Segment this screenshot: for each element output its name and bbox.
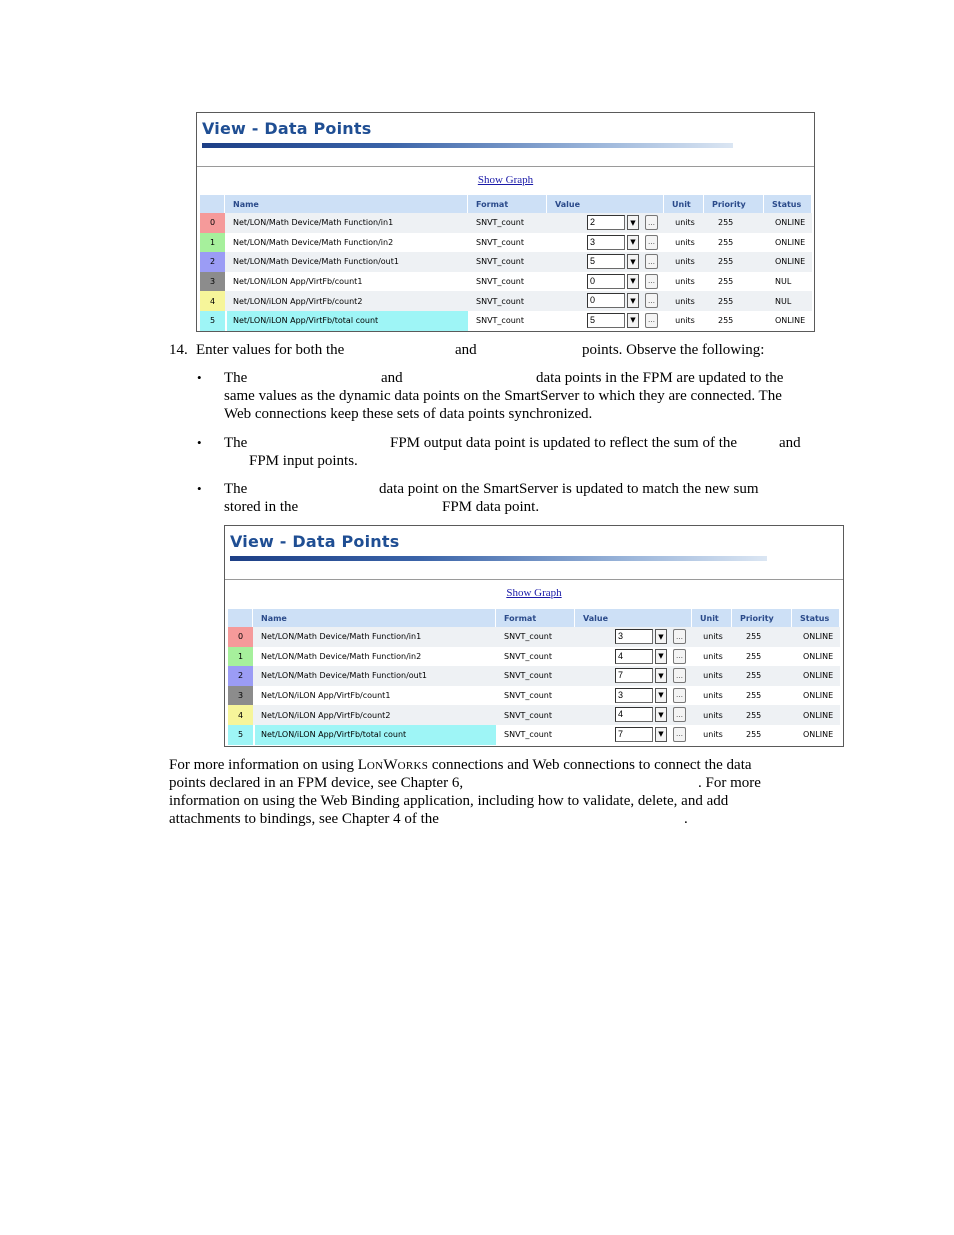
data-point-priority: 255 xyxy=(746,691,762,701)
data-point-name[interactable]: Net/LON/iLON App/VirtFb/count2 xyxy=(261,710,391,720)
chevron-down-icon: ▼ xyxy=(658,730,664,739)
value-input[interactable]: 3 xyxy=(615,629,653,644)
ellipsis-icon: … xyxy=(648,296,655,305)
data-point-unit: units xyxy=(703,651,723,661)
data-point-status: ONLINE xyxy=(803,632,834,642)
row-index-cell xyxy=(228,666,253,686)
format-column-header[interactable]: Format xyxy=(498,609,575,627)
data-point-priority: 255 xyxy=(746,671,762,681)
closing-text: For more information on using L xyxy=(169,757,367,773)
value-input[interactable]: 7 xyxy=(615,668,653,683)
bullet-2-text-c: and xyxy=(779,435,801,451)
data-point-status: ONLINE xyxy=(803,671,834,681)
value-more-button[interactable] xyxy=(645,274,658,289)
closing-text: points declared in an FPM device, see Chapter 6, xyxy=(169,775,464,791)
closing-line-3: information on using the Web Binding application, including how to validate, delete, and add xyxy=(169,793,729,809)
data-point-format: SNVT_count xyxy=(504,651,552,661)
value-column-header[interactable]: Value xyxy=(549,195,664,213)
value-dropdown-button[interactable] xyxy=(655,707,667,722)
value-input[interactable]: 4 xyxy=(615,649,653,664)
title-underline-bar xyxy=(230,556,767,561)
table-row xyxy=(200,311,812,331)
chevron-down-icon: ▼ xyxy=(630,257,636,266)
data-point-status: ONLINE xyxy=(803,710,834,720)
name-column-header[interactable]: Name xyxy=(227,195,468,213)
closing-text: ON xyxy=(366,760,384,772)
chevron-down-icon: ▼ xyxy=(630,277,636,286)
data-point-unit: units xyxy=(703,710,723,720)
chevron-down-icon: ▼ xyxy=(630,296,636,305)
panel-header xyxy=(197,113,814,167)
step-text-part1: Enter values for both the xyxy=(196,342,345,358)
value-cell xyxy=(549,233,664,253)
value-cell xyxy=(549,272,664,292)
row-index-cell xyxy=(228,627,253,647)
ellipsis-icon: … xyxy=(648,238,655,247)
value-cell xyxy=(577,725,692,745)
table-row xyxy=(200,291,812,311)
table-row xyxy=(228,686,840,706)
table-row xyxy=(228,705,840,725)
data-point-unit: units xyxy=(675,237,695,247)
value-cell xyxy=(577,627,692,647)
bullet-2-text-b: FPM output data point is updated to reflect the sum of the xyxy=(390,435,738,451)
status-column-header[interactable]: Status xyxy=(766,195,812,213)
data-point-unit: units xyxy=(703,671,723,681)
step-number: 14. xyxy=(169,342,188,358)
value-cell xyxy=(549,311,664,331)
value-dropdown-button[interactable] xyxy=(655,649,667,664)
table-header-row xyxy=(200,195,812,213)
data-point-status: NUL xyxy=(775,277,792,287)
row-index-cell xyxy=(228,705,253,725)
table-row xyxy=(228,627,840,647)
bullet-3-text-b: data point on the SmartServer is updated to match the new sum xyxy=(379,481,759,497)
unit-column-header[interactable]: Unit xyxy=(666,195,704,213)
data-point-priority: 255 xyxy=(718,218,734,228)
table-body xyxy=(200,213,812,331)
data-point-unit: units xyxy=(675,277,695,287)
panel-header xyxy=(225,526,843,580)
data-point-unit: units xyxy=(675,296,695,306)
row-index-cell xyxy=(200,291,225,311)
value-more-button[interactable] xyxy=(673,649,686,664)
data-point-name[interactable]: Net/LON/Math Device/Math Function/in2 xyxy=(261,651,422,661)
ellipsis-icon: … xyxy=(676,710,683,719)
row-index: 5 xyxy=(237,730,244,740)
row-index-cell xyxy=(200,311,225,331)
bullet-1-text-c: data points in the FPM are updated to the xyxy=(536,370,784,386)
chevron-down-icon: ▼ xyxy=(630,316,636,325)
data-point-status: ONLINE xyxy=(803,730,834,740)
data-point-unit: units xyxy=(675,257,695,267)
closing-text: attachments to bindings, see Chapter 4 of the xyxy=(169,811,439,827)
closing-line-4 xyxy=(169,810,688,828)
data-point-format: SNVT_count xyxy=(476,257,524,267)
data-point-priority: 255 xyxy=(718,237,734,247)
bullet-3-text-d: FPM data point. xyxy=(442,499,540,515)
bullet-icon: • xyxy=(197,370,202,385)
data-point-unit: units xyxy=(703,730,723,740)
bullet-3-line-1 xyxy=(224,480,759,498)
ellipsis-icon: … xyxy=(648,316,655,325)
data-point-name[interactable]: Net/LON/Math Device/Math Function/in1 xyxy=(261,632,422,642)
priority-column-header[interactable]: Priority xyxy=(734,609,792,627)
bullet-2-line-1 xyxy=(224,434,801,452)
data-point-status: ONLINE xyxy=(775,237,806,247)
value-cell xyxy=(549,291,664,311)
data-points-panel-after xyxy=(224,525,844,747)
data-point-format: SNVT_count xyxy=(476,237,524,247)
table-body xyxy=(228,627,840,745)
data-point-name[interactable]: Net/LON/iLON App/VirtFb/total count xyxy=(227,311,468,331)
step-text-part3: points. Observe the following: xyxy=(582,342,765,358)
row-index-cell xyxy=(200,213,225,233)
chevron-down-icon: ▼ xyxy=(658,632,664,641)
chevron-down-icon: ▼ xyxy=(630,218,636,227)
unit-column-header[interactable]: Unit xyxy=(694,609,732,627)
value-more-button[interactable] xyxy=(645,235,658,250)
table-row xyxy=(228,725,840,745)
row-index: 0 xyxy=(209,218,216,228)
row-index: 1 xyxy=(209,237,216,247)
table-row xyxy=(200,252,812,272)
data-point-name[interactable]: Net/LON/Math Device/Math Function/in2 xyxy=(233,237,394,247)
data-point-format: SNVT_count xyxy=(476,277,524,287)
ellipsis-icon: … xyxy=(648,277,655,286)
ellipsis-icon: … xyxy=(676,632,683,641)
closing-line-2 xyxy=(169,774,761,792)
table-row xyxy=(200,233,812,253)
value-more-button[interactable] xyxy=(645,254,658,269)
value-dropdown-button[interactable] xyxy=(655,668,667,683)
bullet-3-line-2 xyxy=(224,498,540,516)
value-dropdown-button[interactable] xyxy=(655,727,667,742)
ellipsis-icon: … xyxy=(676,671,683,680)
title-underline-bar xyxy=(202,143,733,148)
row-index: 2 xyxy=(209,257,216,267)
panel-title: View - Data Points xyxy=(202,119,372,138)
value-input[interactable]: 3 xyxy=(587,235,625,250)
closing-text: ORKS xyxy=(397,760,429,772)
bullet-1-line-3: Web connections keep these sets of data points synchronized. xyxy=(224,406,593,422)
data-point-format: SNVT_count xyxy=(476,316,524,326)
value-dropdown-button[interactable] xyxy=(655,688,667,703)
row-index: 3 xyxy=(209,277,216,287)
table-header-row xyxy=(228,609,840,627)
closing-text: W xyxy=(383,757,398,773)
value-dropdown-button[interactable] xyxy=(627,274,639,289)
value-input[interactable]: 3 xyxy=(615,688,653,703)
row-index: 4 xyxy=(209,296,216,306)
bullet-3-text-c: stored in the xyxy=(224,499,299,515)
ellipsis-icon: … xyxy=(648,218,655,227)
row-index: 0 xyxy=(237,632,244,642)
ellipsis-icon: … xyxy=(676,730,683,739)
value-input[interactable]: 0 xyxy=(587,274,625,289)
chevron-down-icon: ▼ xyxy=(658,710,664,719)
data-point-priority: 255 xyxy=(718,316,734,326)
value-cell xyxy=(549,213,664,233)
index-header xyxy=(200,195,225,213)
name-column-header[interactable]: Name xyxy=(255,609,496,627)
row-index-cell xyxy=(228,725,253,745)
table-row xyxy=(200,213,812,233)
show-graph-link[interactable]: Show Graph xyxy=(506,587,562,599)
chevron-down-icon: ▼ xyxy=(658,691,664,700)
table-row xyxy=(200,272,812,292)
value-input[interactable]: 2 xyxy=(587,215,625,230)
data-point-status: ONLINE xyxy=(803,691,834,701)
value-input[interactable]: 7 xyxy=(615,727,653,742)
value-dropdown-button[interactable] xyxy=(627,235,639,250)
value-more-button[interactable] xyxy=(673,707,686,722)
value-input[interactable]: 4 xyxy=(615,707,653,722)
data-point-status: ONLINE xyxy=(803,651,834,661)
chevron-down-icon: ▼ xyxy=(630,238,636,247)
data-point-priority: 255 xyxy=(746,651,762,661)
bullet-2-line-2: FPM input points. xyxy=(249,453,358,469)
show-graph-link[interactable]: Show Graph xyxy=(477,174,534,186)
data-point-priority: 255 xyxy=(746,730,762,740)
step-text-part2: and xyxy=(455,342,477,358)
bullet-2-text-a: The xyxy=(224,435,248,451)
data-point-status: ONLINE xyxy=(775,218,806,228)
row-index: 2 xyxy=(237,671,244,681)
value-more-button[interactable] xyxy=(673,727,686,742)
index-header xyxy=(228,609,253,627)
data-point-status: NUL xyxy=(775,296,792,306)
bullet-1-text-a: The xyxy=(224,370,248,386)
data-point-name[interactable]: Net/LON/iLON App/VirtFb/count1 xyxy=(233,277,363,287)
row-index: 1 xyxy=(237,651,244,661)
value-more-button[interactable] xyxy=(673,668,686,683)
data-point-status: ONLINE xyxy=(775,316,806,326)
data-point-status: ONLINE xyxy=(775,257,806,267)
data-point-name[interactable]: Net/LON/iLON App/VirtFb/count2 xyxy=(233,296,363,306)
table-row xyxy=(228,647,840,667)
value-input[interactable]: 0 xyxy=(587,293,625,308)
data-point-format: SNVT_count xyxy=(504,671,552,681)
ellipsis-icon: … xyxy=(676,652,683,661)
data-point-format: SNVT_count xyxy=(476,296,524,306)
value-dropdown-button[interactable] xyxy=(627,254,639,269)
value-cell xyxy=(577,647,692,667)
chevron-down-icon: ▼ xyxy=(658,652,664,661)
data-point-name[interactable]: Net/LON/Math Device/Math Function/out1 xyxy=(233,257,399,267)
row-index-cell xyxy=(228,686,253,706)
value-input[interactable]: 5 xyxy=(587,313,625,328)
status-column-header[interactable]: Status xyxy=(794,609,840,627)
bullet-icon: • xyxy=(197,481,202,496)
data-point-unit: units xyxy=(675,218,695,228)
value-cell xyxy=(577,705,692,725)
row-index-cell xyxy=(200,272,225,292)
row-index-cell xyxy=(200,233,225,253)
data-point-unit: units xyxy=(703,632,723,642)
data-point-name[interactable]: Net/LON/iLON App/VirtFb/total count xyxy=(255,725,496,745)
closing-text: . For more xyxy=(698,775,761,791)
value-input[interactable]: 5 xyxy=(587,254,625,269)
row-index-cell xyxy=(200,252,225,272)
value-dropdown-button[interactable] xyxy=(627,215,639,230)
data-point-priority: 255 xyxy=(718,296,734,306)
row-index: 5 xyxy=(209,316,216,326)
format-column-header[interactable]: Format xyxy=(470,195,547,213)
value-dropdown-button[interactable] xyxy=(655,629,667,644)
data-point-unit: units xyxy=(703,691,723,701)
value-cell xyxy=(549,252,664,272)
data-point-name[interactable]: Net/LON/Math Device/Math Function/in1 xyxy=(233,218,394,228)
value-cell xyxy=(577,666,692,686)
data-point-format: SNVT_count xyxy=(504,632,552,642)
data-point-priority: 255 xyxy=(718,257,734,267)
closing-text: connections and Web connections to connect the data xyxy=(428,757,752,773)
row-index-cell xyxy=(228,647,253,667)
value-dropdown-button[interactable] xyxy=(627,313,639,328)
ellipsis-icon: … xyxy=(648,257,655,266)
closing-line-1 xyxy=(169,756,752,775)
data-point-name[interactable]: Net/LON/iLON App/VirtFb/count1 xyxy=(261,691,391,701)
value-more-button[interactable] xyxy=(673,688,686,703)
data-point-priority: 255 xyxy=(746,710,762,720)
data-point-format: SNVT_count xyxy=(504,691,552,701)
step-14-line xyxy=(169,341,765,359)
bullet-icon: • xyxy=(197,435,202,450)
table-row xyxy=(228,666,840,686)
ellipsis-icon: … xyxy=(676,691,683,700)
bullet-3-text-a: The xyxy=(224,481,248,497)
data-point-format: SNVT_count xyxy=(504,730,552,740)
value-more-button[interactable] xyxy=(645,215,658,230)
data-point-priority: 255 xyxy=(718,277,734,287)
data-point-format: SNVT_count xyxy=(504,710,552,720)
chevron-down-icon: ▼ xyxy=(658,671,664,680)
row-index: 4 xyxy=(237,710,244,720)
panel-title: View - Data Points xyxy=(230,532,400,551)
data-point-name[interactable]: Net/LON/Math Device/Math Function/out1 xyxy=(261,671,427,681)
data-point-format: SNVT_count xyxy=(476,218,524,228)
data-point-unit: units xyxy=(675,316,695,326)
priority-column-header[interactable]: Priority xyxy=(706,195,764,213)
bullet-1-text-b: and xyxy=(381,370,403,386)
data-point-priority: 255 xyxy=(746,632,762,642)
closing-text: . xyxy=(684,811,688,827)
row-index: 3 xyxy=(237,691,244,701)
bullet-1-line-2: same values as the dynamic data points on the SmartServer to which they are connected. The xyxy=(224,388,782,404)
data-points-panel-before xyxy=(196,112,815,332)
value-cell xyxy=(577,686,692,706)
value-more-button[interactable] xyxy=(645,313,658,328)
data-points-table xyxy=(228,609,840,745)
bullet-1-line-1 xyxy=(224,369,784,387)
value-dropdown-button[interactable] xyxy=(627,293,639,308)
data-points-table xyxy=(200,195,812,331)
value-more-button[interactable] xyxy=(673,629,686,644)
value-more-button[interactable] xyxy=(645,293,658,308)
value-column-header[interactable]: Value xyxy=(577,609,692,627)
